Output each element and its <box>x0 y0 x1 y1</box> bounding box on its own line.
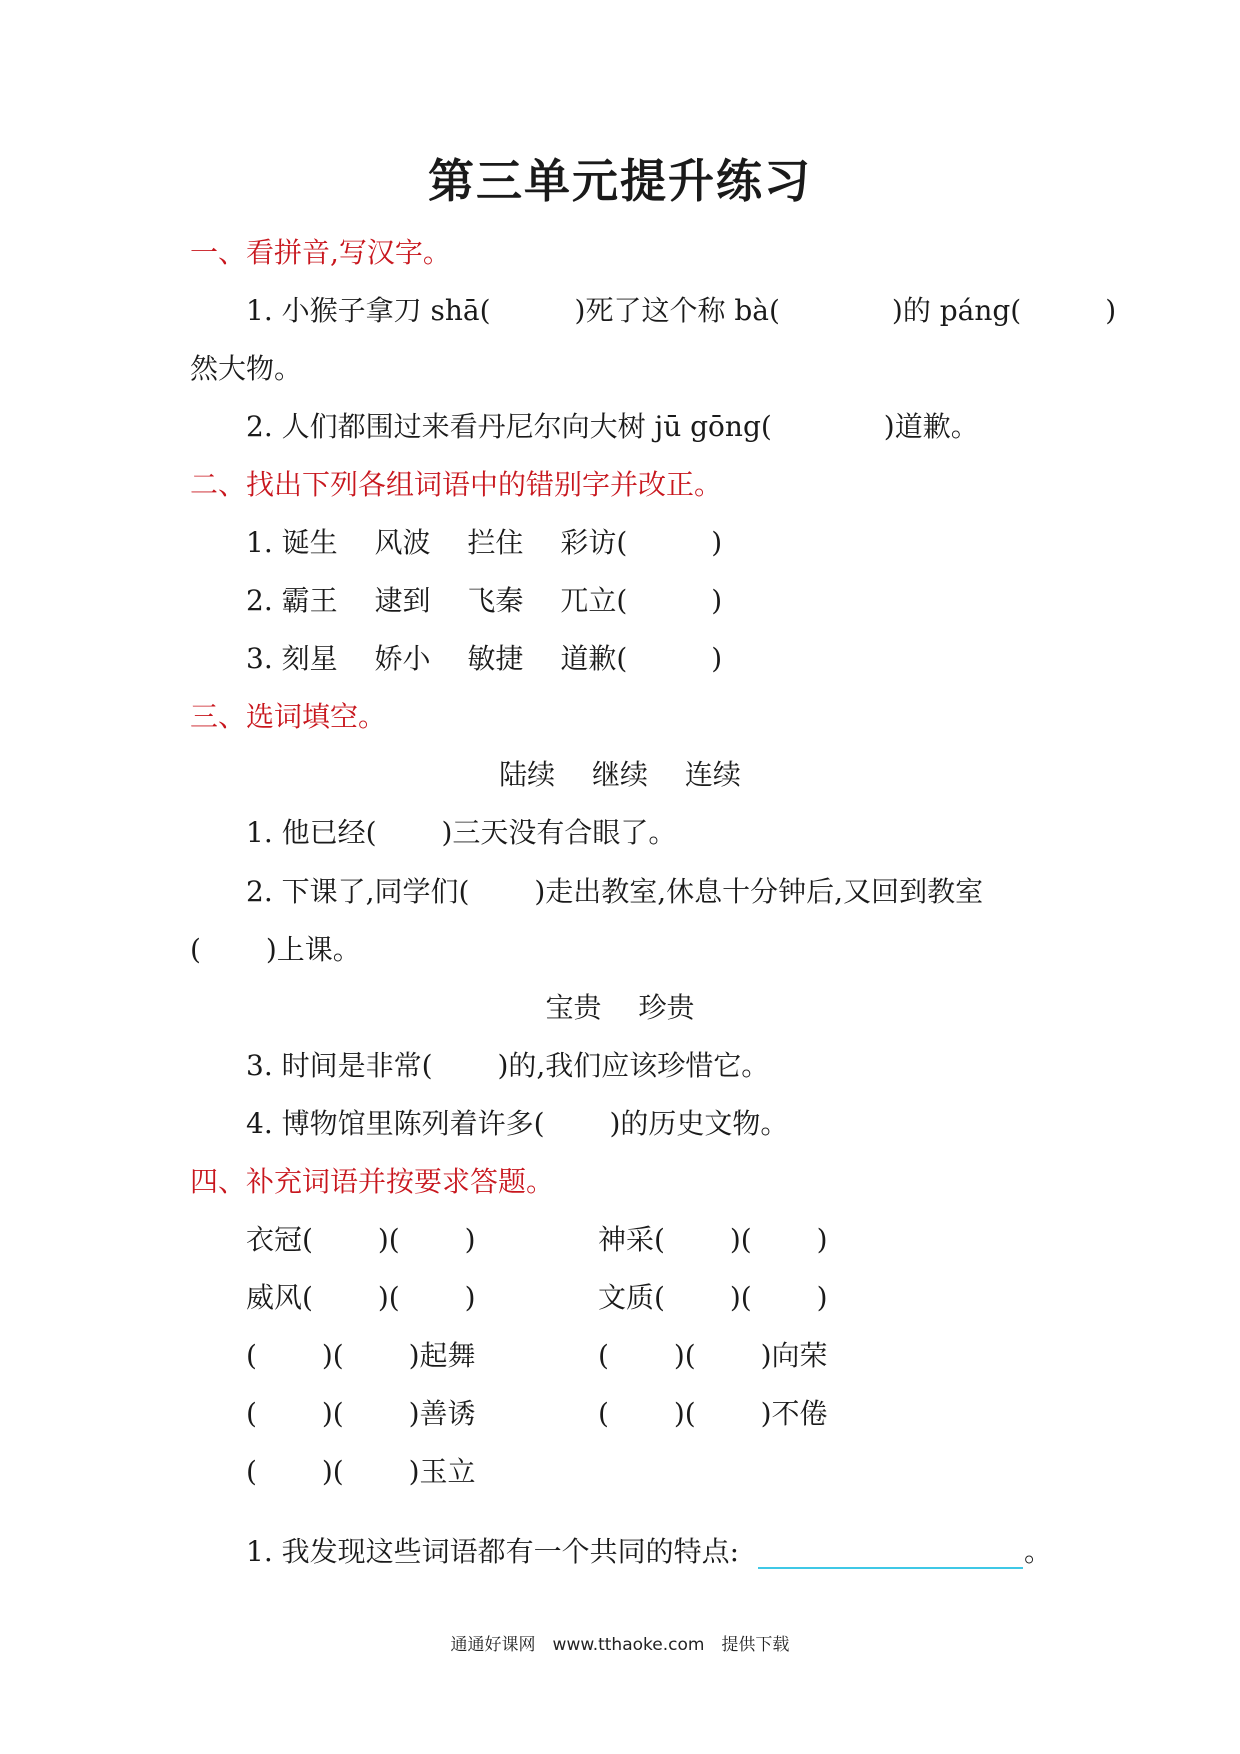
idiom-row-4-left: ( )( )善诱 <box>246 1397 476 1430</box>
idiom-row-3-right: ( )( )向荣 <box>598 1339 828 1372</box>
answer-blank-line <box>758 1567 1023 1569</box>
s3-question-2-cont: ( )上课。 <box>190 933 361 966</box>
s1-question-2: 2. 人们都围过来看丹尼尔向大树 jū gōng( )道歉。 <box>246 410 979 443</box>
idiom-row-3-left: ( )( )起舞 <box>246 1339 476 1372</box>
s2-question-2: 2. 霸王 逮到 飞秦 兀立( ) <box>246 584 723 617</box>
s3-question-3: 3. 时间是非常( )的,我们应该珍惜它。 <box>246 1049 770 1082</box>
section-3-heading: 三、选词填空。 <box>190 700 387 733</box>
section-1-heading: 一、看拼音,写汉字。 <box>190 236 451 269</box>
word-options-2: 宝贵 珍贵 <box>545 991 695 1024</box>
s3-question-2: 2. 下课了,同学们( )走出教室,休息十分钟后,又回到教室 <box>246 875 984 908</box>
idiom-row-2-right: 文质( )( ) <box>598 1281 828 1314</box>
idiom-row-4-right: ( )( )不倦 <box>598 1397 828 1430</box>
page-title: 第三单元提升练习 <box>428 154 812 208</box>
s1-question-1: 1. 小猴子拿刀 shā( )死了这个称 bà( )的 páng( ) <box>246 294 1117 327</box>
idiom-row-2-left: 威风( )( ) <box>246 1281 476 1314</box>
idiom-row-1-right: 神采( )( ) <box>598 1223 828 1256</box>
s3-question-4: 4. 博物馆里陈列着许多( )的历史文物。 <box>246 1107 789 1140</box>
s3-question-1: 1. 他已经( )三天没有合眼了。 <box>246 816 677 849</box>
s2-question-1: 1. 诞生 风波 拦住 彩访( ) <box>246 526 723 559</box>
idiom-row-5-left: ( )( )玉立 <box>246 1455 476 1488</box>
section-4-heading: 四、补充词语并按要求答题。 <box>190 1165 555 1198</box>
idiom-row-1-left: 衣冠( )( ) <box>246 1223 476 1256</box>
s2-question-3: 3. 刻星 娇小 敏捷 道歉( ) <box>246 642 723 675</box>
footer-credit: 通通好课网 www.tthaoke.com 提供下载 <box>450 1635 790 1655</box>
s4-question-1: 1. 我发现这些词语都有一个共同的特点: <box>246 1535 740 1568</box>
s1-question-1-cont: 然大物。 <box>190 352 303 385</box>
section-2-heading: 二、找出下列各组词语中的错别字并改正。 <box>190 468 723 501</box>
word-options-1: 陆续 继续 连续 <box>499 758 741 791</box>
s4-question-1-period: 。 <box>1024 1535 1053 1568</box>
